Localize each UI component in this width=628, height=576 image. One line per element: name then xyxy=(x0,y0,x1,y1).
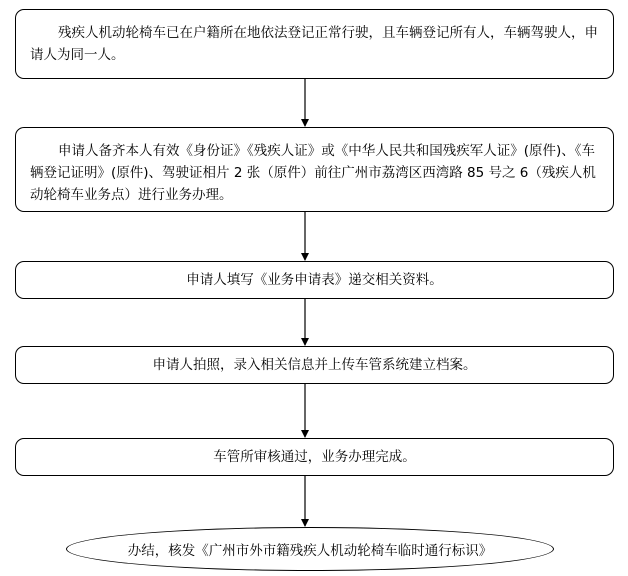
step-1-text: 残疾人机动轮椅车已在户籍所在地依法登记正常行驶，且车辆登记所有人，车辆驾驶人，申请人为同一人。 xyxy=(30,25,598,63)
step-5-text: 车管所审核通过，业务办理完成。 xyxy=(213,449,416,465)
step-2-text: 申请人备齐本人有效《身份证》《残疾人证》或《中华人民共和国残疾军人证》(原件)、《车辆登记证明》(原件)、驾驶证相片 2 张（原件）前往广州市荔湾区西湾路 85 号之 6（残疾人机动轮椅车业务点）进行业务办理。 xyxy=(30,143,596,203)
step-4-text: 申请人拍照，录入相关信息并上传车管系统建立档案。 xyxy=(152,357,477,373)
end-ellipse xyxy=(66,527,554,571)
step-5-box xyxy=(15,438,614,476)
step-3-text: 申请人填写《业务申请表》递交相关资料。 xyxy=(186,272,443,288)
step-2-box xyxy=(15,127,614,212)
step-1-box xyxy=(15,9,614,79)
end-text: 办结，核发《广州市外市籍残疾人机动轮椅车临时通行标识》 xyxy=(127,543,493,559)
step-4-box xyxy=(15,346,614,384)
step-3-box xyxy=(15,261,614,299)
